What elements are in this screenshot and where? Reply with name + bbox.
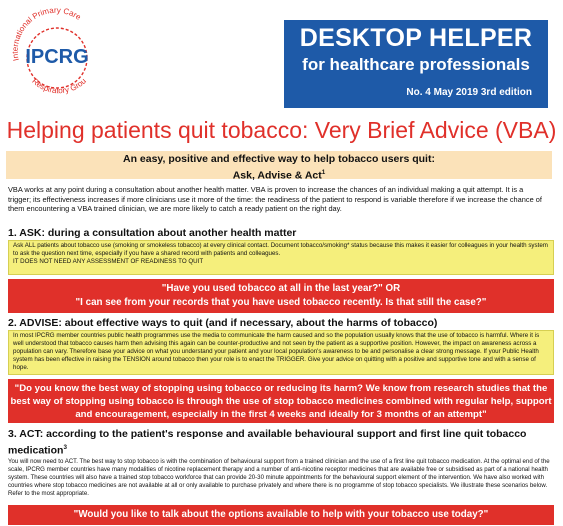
- advise-heading: 2. ADVISE: about effective ways to quit (and if necessary, about the harms of tobacco): [8, 317, 438, 329]
- page-title: Helping patients quit tobacco: Very Brief Advice (VBA): [6, 117, 557, 143]
- advise-quote-box: [8, 379, 554, 423]
- intro-paragraph: VBA works at any point during a consultation about another health matter. VBA is proven to increase the chances of an individual making a quit attempt. It is a trigger; its effectiveness increases if more clinicians use it more of the time: the readiness of the patient to respond is variable therefore if we increase the chance of them encountering a VBA trained clinician, we are more likely to catch a ready patient on the right day.: [8, 185, 542, 214]
- act-heading-text: 3. ACT: according to the patient's response and available behavioural support and first line quit tobacco medication: [8, 428, 527, 457]
- intro-banner-line2: [6, 166, 552, 183]
- advise-quote-text: "Do you know the best way of stopping using tobacco or reducing its harm? We know from research studies that the best way of stopping using tobacco is through the use of stop tobacco medicines combined with regular help, support and encouragement, especially in the first 4 weeks and ideally for 3 months of an attempt": [10, 383, 552, 420]
- logo-acronym: IPCRG: [25, 46, 89, 68]
- desktop-helper-header: [284, 20, 548, 108]
- ask-guidance-text: Ask ALL patients about tobacco use (smoking or smokeless tobacco) at every clinical contact. Document tobacco/smoking* status because this makes it easier for colleagues in your health system to ask the question next time, especially if you have a shared record with patients and colleagues.: [13, 242, 548, 258]
- advise-guidance-text: In most IPCRG member countries public health programmes use the media to communicate the harm caused and so the population usually knows that the use of tobacco is harmful. Where it is well understood that tobacco causes harm then advising this again can be counter-productive and not seen by the patient as a supportive position. However, the impact on awareness across a population can vary. Therefore base your advice on what you understand your patient and your local population's awareness to be and personalise a clear strong message. If your Public Health system has been effective in raising the TENSION around tobacco then your role is to enact the TRIGGER. Give your advice on quitting with a positive and supportive tone and with a sense of hope.: [13, 332, 540, 372]
- act-paragraph: You will now need to ACT. The best way to stop tobacco is with the combination of behavioural support from a trained clinician and the use of a first line quit tobacco medication. At the optimal end of the scale, IPCRG member countries have many modalities of nicotine replacement therapy and a number of anti-nicotine receptor medicines that are available free or subsidised as part of a national health system. These countries will also have a trained stop tobacco workforce that can provide 20-30 minute appointments for the behavioural support element of the intervention. We have also worked with countries where stop tobacco medicines are not available at all or only available to purchase privately and where there is no programme of stop tobacco specialists. We illustrate these scenarios below. Refer to the most appropriate.: [8, 458, 550, 497]
- header-subtitle: for healthcare professionals: [302, 55, 530, 74]
- header-title: DESKTOP HELPER: [299, 24, 533, 52]
- ask-quote-line1: "Have you used tobacco at all in the last year?" OR: [161, 283, 401, 294]
- logo-ring-top-text: International Primary Care: [10, 5, 83, 62]
- ask-guidance-box: [8, 240, 554, 275]
- intro-banner-line2-text: Ask, Advise & Act: [232, 169, 322, 182]
- intro-banner: [6, 151, 552, 182]
- logo-seal: [6, 4, 108, 106]
- act-quote-text: "Would you like to talk about the options available to help with your tobacco use today?": [73, 509, 489, 520]
- header-edition: No. 4 May 2019 3rd edition: [406, 87, 532, 98]
- ask-guidance-caps: IT DOES NOT NEED ANY ASSESSMENT OF READINESS TO QUIT: [13, 258, 204, 266]
- intro-banner-footnote: 1: [321, 169, 326, 176]
- act-quote-box: [8, 505, 554, 525]
- act-heading-footnote: 3: [63, 444, 67, 451]
- ipcrg-logo: [6, 4, 108, 106]
- ask-heading: 1. ASK: during a consultation about another health matter: [8, 227, 297, 239]
- advise-guidance-box: [8, 330, 554, 375]
- logo-ring-bottom-text: Respiratory Grou: [30, 76, 88, 96]
- ask-quote-line2: "I can see from your records that you have used tobacco recently. Is that still the case?": [75, 297, 487, 308]
- ask-quote-box: [8, 279, 554, 313]
- intro-banner-line1: An easy, positive and effective way to help tobacco users quit:: [123, 153, 435, 165]
- act-heading: [8, 428, 554, 458]
